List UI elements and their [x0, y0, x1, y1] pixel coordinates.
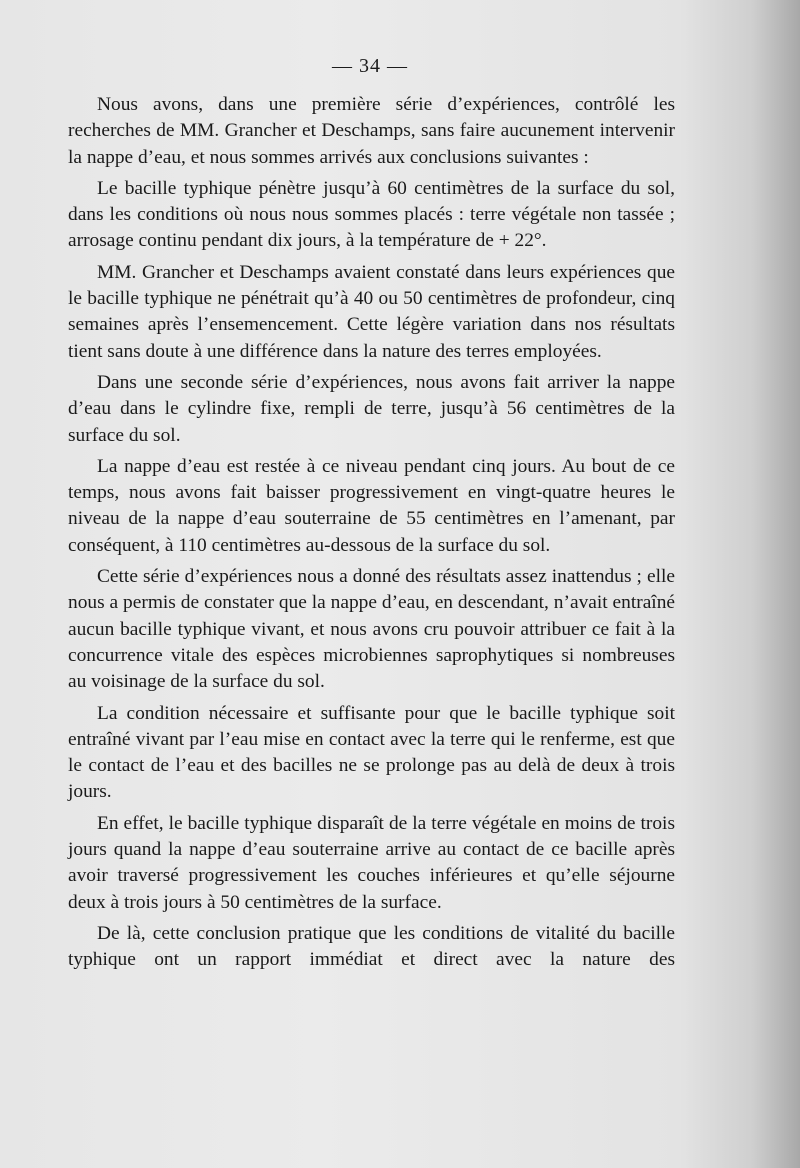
paragraph-9: De là, cette conclusion pratique que les conditions de vitalité du bacille typhique ont un rapport immédiat et direct avec la nature des: [68, 922, 675, 971]
paragraph-5: La nappe d’eau est restée à ce niveau pendant cinq jours. Au bout de ce temps, nous avons fait baisser progressivement en vingt-quatre heures le niveau de la nappe d’eau souterraine de 55 centimètres en l’amenant, par conséquent, à 110 centimètres au-dessous de la surface du sol.: [68, 455, 675, 556]
paragraph-8: En effet, le bacille typhique disparaît de la terre végétale en moins de trois jours quand la nappe d’eau souterraine arrive au contact de ce bacille après avoir traversé progressivement les couches inférieures et qu’elle séjourne deux à trois jours à 50 centimètres de la surface.: [68, 812, 675, 913]
paragraph-6: Cette série d’expériences nous a donné des résultats assez inattendus ; elle nous a permis de constater que la nappe d’eau, en descendant, n’avait entraîné aucun bacille typhique vivant, et nous avons cru pouvoir attribuer ce fait à la concurrence vitale des espèces microbiennes saprophytiques si nombreuses au voisinage de la surface du sol.: [68, 566, 675, 693]
paragraph-3: MM. Grancher et Deschamps avaient constaté dans leurs expériences que le bacille typhique ne pénétrait qu’à 40 ou 50 centimètres de profondeur, cinq semaines après l’ensemencement. Cette légère variation dans nos résultats tient sans doute à une différence dans la nature des terres employées.: [68, 261, 675, 362]
page-number: — 34 —: [332, 55, 408, 77]
paragraph-2: Le bacille typhique pénètre jusqu’à 60 centimètres de la surface du sol, dans les conditions où nous nous sommes placés : terre végétale non tassée ; arrosage continu pendant dix jours, à la température de + 22°.: [68, 177, 675, 252]
paragraph-1: Nous avons, dans une première série d’expériences, contrôlé les recherches de MM. Grancher et Deschamps, sans faire aucunement intervenir la nappe d’eau, et nous sommes arrivés aux conclusions suivantes :: [68, 94, 675, 168]
paragraph-7: La condition nécessaire et suffisante pour que le bacille typhique soit entraîné vivant par l’eau mise en contact avec la terre qui le renferme, est que le contact de l’eau et des bacilles ne se prolonge pas au delà de deux à trois jours.: [68, 702, 675, 803]
body-text: [68, 92, 675, 974]
paragraph-4: Dans une seconde série d’expériences, nous avons fait arriver la nappe d’eau dans le cylindre fixe, rempli de terre, jusqu’à 56 centimètres de la surface du sol.: [68, 371, 675, 446]
